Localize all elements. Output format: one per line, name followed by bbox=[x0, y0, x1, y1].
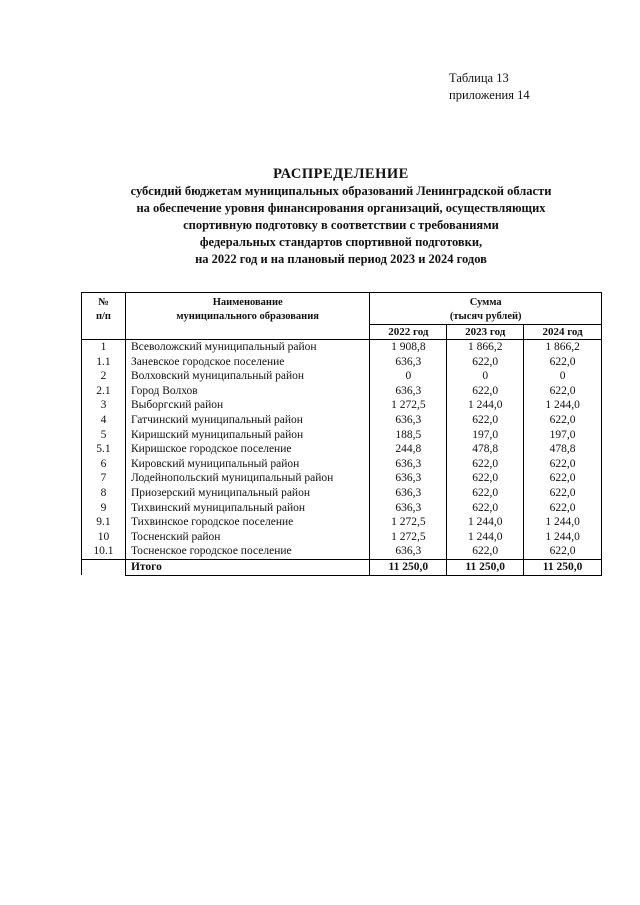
table-row bbox=[82, 384, 602, 399]
row-amount-2024: 622,0 bbox=[524, 457, 602, 472]
row-municipality-name: Город Волхов bbox=[125, 384, 370, 399]
table-row bbox=[82, 369, 602, 384]
row-number: 8 bbox=[82, 486, 126, 501]
table-row bbox=[82, 515, 602, 530]
row-amount-2024: 622,0 bbox=[524, 471, 602, 486]
row-number: 3 bbox=[82, 398, 126, 413]
row-amount-2022: 636,3 bbox=[370, 457, 447, 472]
row-amount-2023: 1 244,0 bbox=[447, 398, 524, 413]
table-row bbox=[82, 340, 602, 355]
appendix-number: приложения 14 bbox=[449, 88, 530, 102]
row-amount-2023: 622,0 bbox=[447, 486, 524, 501]
row-amount-2023: 622,0 bbox=[447, 384, 524, 399]
column-header-name: Наименование муниципального образования bbox=[125, 293, 370, 340]
row-amount-2024: 622,0 bbox=[524, 544, 602, 559]
row-amount-2023: 622,0 bbox=[447, 501, 524, 516]
row-amount-2023: 1 866,2 bbox=[447, 340, 524, 355]
row-number: 2 bbox=[82, 369, 126, 384]
table-row bbox=[82, 501, 602, 516]
row-municipality-name: Киришское городское поселение bbox=[125, 442, 370, 457]
row-number: 2.1 bbox=[82, 384, 126, 399]
row-amount-2024: 1 866,2 bbox=[524, 340, 602, 355]
row-amount-2024: 478,8 bbox=[524, 442, 602, 457]
row-number: 4 bbox=[82, 413, 126, 428]
distribution-table bbox=[81, 292, 602, 576]
table-row bbox=[82, 355, 602, 370]
row-municipality-name: Тосненское городское поселение bbox=[125, 544, 370, 559]
table-row bbox=[82, 398, 602, 413]
column-header-year: 2024 год bbox=[524, 325, 602, 340]
row-municipality-name: Гатчинский муниципальный район bbox=[125, 413, 370, 428]
total-row bbox=[82, 559, 602, 575]
row-amount-2023: 622,0 bbox=[447, 471, 524, 486]
row-municipality-name: Всеволожский муниципальный район bbox=[125, 340, 370, 355]
table-number: Таблица 13 bbox=[449, 71, 509, 85]
row-amount-2023: 622,0 bbox=[447, 413, 524, 428]
row-number: 6 bbox=[82, 457, 126, 472]
table-row bbox=[82, 457, 602, 472]
row-amount-2022: 1 272,5 bbox=[370, 530, 447, 545]
column-header-year: 2022 год bbox=[370, 325, 447, 340]
column-header-year: 2023 год bbox=[447, 325, 524, 340]
title-line-3: спортивную подготовку в соответствии с требованиями bbox=[183, 218, 499, 232]
table-row bbox=[82, 544, 602, 559]
row-number: 10 bbox=[82, 530, 126, 545]
document-title bbox=[60, 165, 622, 268]
title-line-1: субсидий бюджетам муниципальных образований Ленинградской области bbox=[130, 184, 552, 198]
table-row bbox=[82, 428, 602, 443]
row-number: 5.1 bbox=[82, 442, 126, 457]
row-amount-2022: 1 272,5 bbox=[370, 398, 447, 413]
row-amount-2024: 622,0 bbox=[524, 486, 602, 501]
title-line-4: федеральных стандартов спортивной подготовки, bbox=[199, 235, 483, 249]
total-label: Итого bbox=[125, 559, 370, 575]
table-row bbox=[82, 530, 602, 545]
total-number-cell bbox=[82, 559, 126, 575]
row-amount-2023: 622,0 bbox=[447, 457, 524, 472]
row-municipality-name: Тосненский район bbox=[125, 530, 370, 545]
title-heading: РАСПРЕДЕЛЕНИЕ bbox=[273, 166, 409, 182]
row-number: 9.1 bbox=[82, 515, 126, 530]
row-amount-2023: 1 244,0 bbox=[447, 515, 524, 530]
row-municipality-name: Приозерский муниципальный район bbox=[125, 486, 370, 501]
row-amount-2022: 0 bbox=[370, 369, 447, 384]
row-amount-2022: 636,3 bbox=[370, 501, 447, 516]
row-amount-2024: 197,0 bbox=[524, 428, 602, 443]
row-municipality-name: Лодейнопольский муниципальный район bbox=[125, 471, 370, 486]
row-municipality-name: Кировский муниципальный район bbox=[125, 457, 370, 472]
row-amount-2024: 622,0 bbox=[524, 413, 602, 428]
row-municipality-name: Волховский муниципальный район bbox=[125, 369, 370, 384]
row-amount-2024: 622,0 bbox=[524, 384, 602, 399]
row-amount-2022: 188,5 bbox=[370, 428, 447, 443]
table-row bbox=[82, 486, 602, 501]
row-amount-2023: 0 bbox=[447, 369, 524, 384]
row-municipality-name: Тихвинский муниципальный район bbox=[125, 501, 370, 516]
row-amount-2022: 1 908,8 bbox=[370, 340, 447, 355]
row-amount-2023: 1 244,0 bbox=[447, 530, 524, 545]
table-row bbox=[82, 413, 602, 428]
row-amount-2022: 636,3 bbox=[370, 384, 447, 399]
row-amount-2022: 636,3 bbox=[370, 486, 447, 501]
row-number: 7 bbox=[82, 471, 126, 486]
column-header-sum: Сумма (тысяч рублей) bbox=[370, 293, 602, 325]
row-amount-2022: 244,8 bbox=[370, 442, 447, 457]
total-amount-2024: 11 250,0 bbox=[524, 559, 602, 575]
row-amount-2024: 1 244,0 bbox=[524, 530, 602, 545]
total-amount-2022: 11 250,0 bbox=[370, 559, 447, 575]
total-amount-2023: 11 250,0 bbox=[447, 559, 524, 575]
row-amount-2022: 1 272,5 bbox=[370, 515, 447, 530]
row-amount-2023: 478,8 bbox=[447, 442, 524, 457]
column-header-number: № п/п bbox=[82, 293, 126, 340]
row-municipality-name: Заневское городское поселение bbox=[125, 355, 370, 370]
table-reference bbox=[449, 70, 530, 104]
row-amount-2024: 0 bbox=[524, 369, 602, 384]
row-number: 9 bbox=[82, 501, 126, 516]
row-amount-2023: 622,0 bbox=[447, 544, 524, 559]
row-number: 1 bbox=[82, 340, 126, 355]
row-municipality-name: Тихвинское городское поселение bbox=[125, 515, 370, 530]
row-number: 1.1 bbox=[82, 355, 126, 370]
row-amount-2024: 622,0 bbox=[524, 355, 602, 370]
row-municipality-name: Киришский муниципальный район bbox=[125, 428, 370, 443]
row-amount-2024: 622,0 bbox=[524, 501, 602, 516]
title-line-2: на обеспечение уровня финансирования организаций, осуществляющих bbox=[136, 201, 546, 215]
row-amount-2022: 636,3 bbox=[370, 471, 447, 486]
row-number: 5 bbox=[82, 428, 126, 443]
row-municipality-name: Выборгский район bbox=[125, 398, 370, 413]
row-amount-2023: 622,0 bbox=[447, 355, 524, 370]
row-amount-2022: 636,3 bbox=[370, 544, 447, 559]
row-amount-2022: 636,3 bbox=[370, 413, 447, 428]
row-amount-2023: 197,0 bbox=[447, 428, 524, 443]
table-row bbox=[82, 471, 602, 486]
row-amount-2024: 1 244,0 bbox=[524, 398, 602, 413]
row-number: 10.1 bbox=[82, 544, 126, 559]
title-line-5: на 2022 год и на плановый период 2023 и 2024 годов bbox=[195, 252, 487, 266]
table-row bbox=[82, 442, 602, 457]
row-amount-2024: 1 244,0 bbox=[524, 515, 602, 530]
row-amount-2022: 636,3 bbox=[370, 355, 447, 370]
